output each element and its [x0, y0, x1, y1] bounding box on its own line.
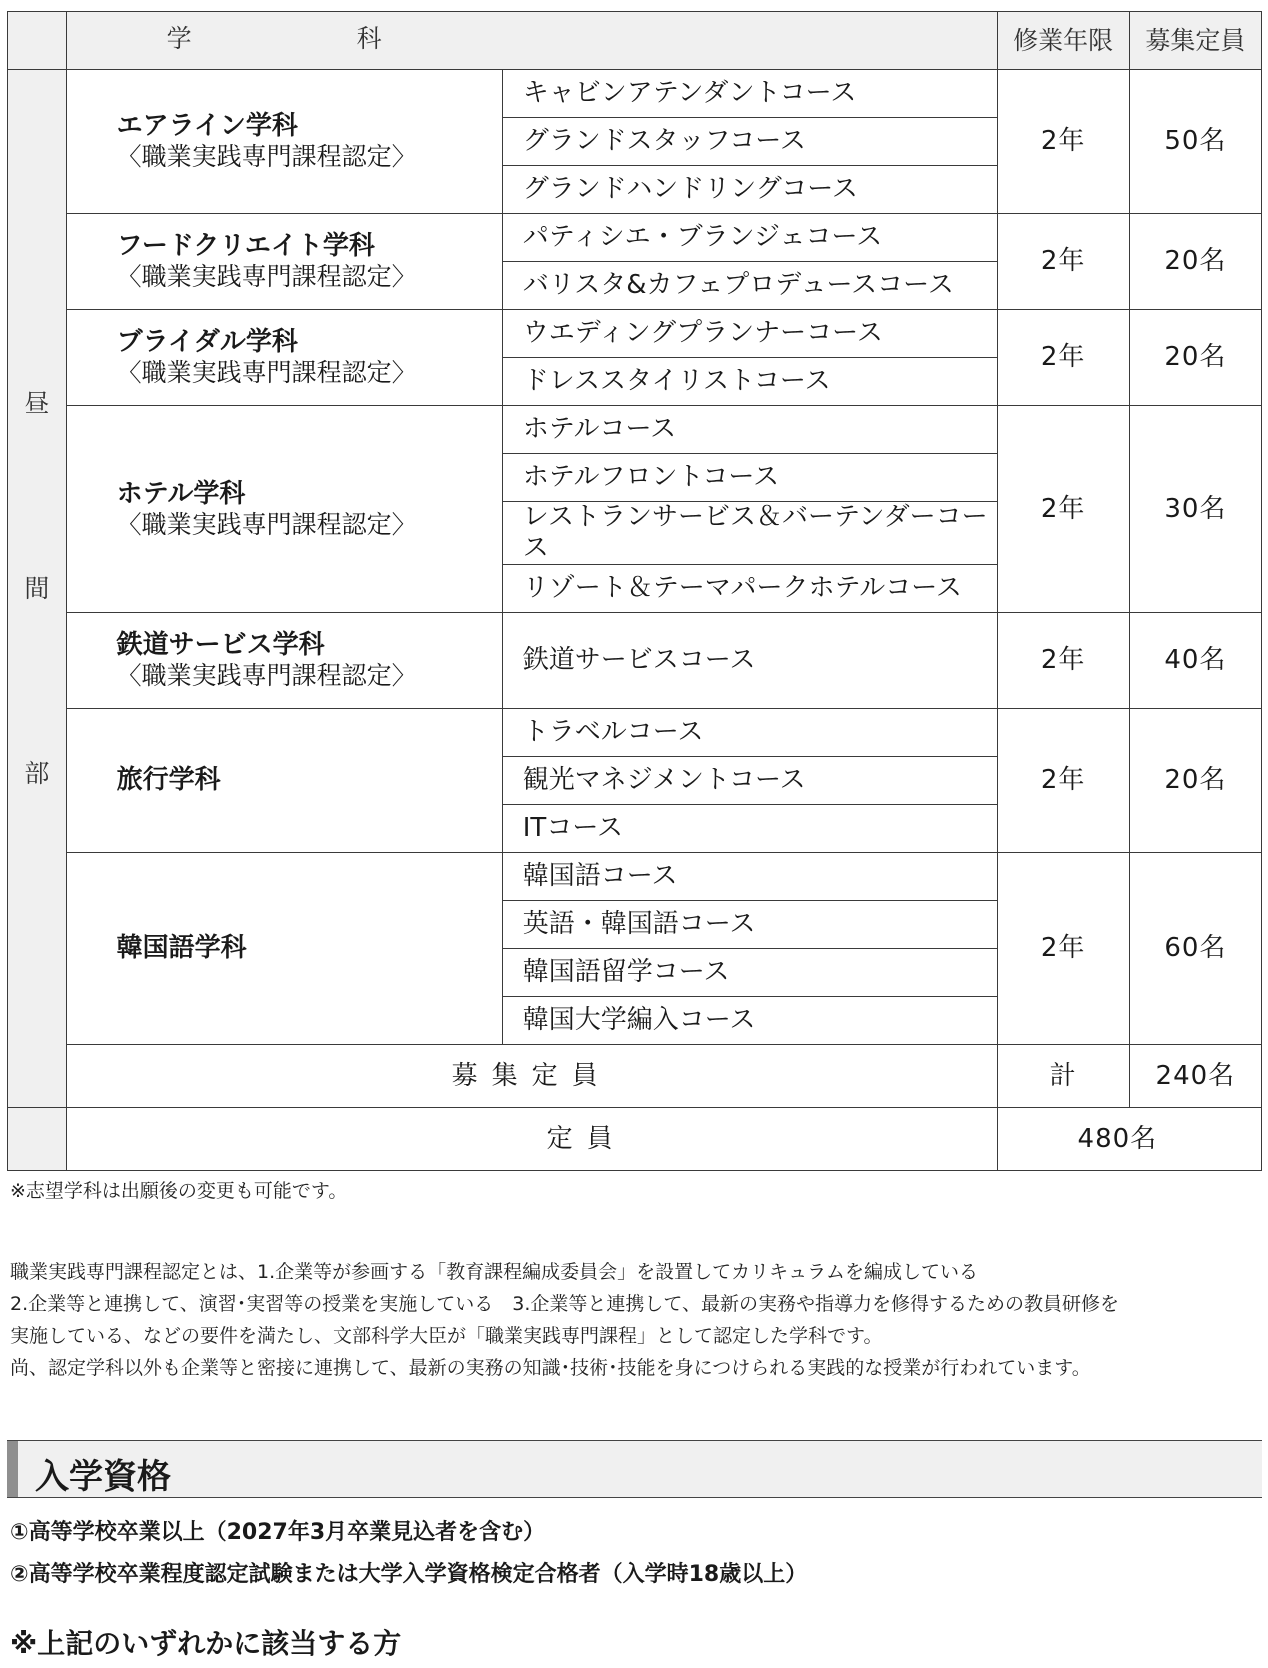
paragraph-line: 2.企業等と連携して、演習･実習等の授業を実施している 3.企業等と連携して、最新の実務や指導力を修得するための教員研修を [10, 1293, 1119, 1315]
course-table [7, 11, 1262, 1171]
teiin-label-cell [66, 1108, 997, 1171]
department-cell [66, 70, 502, 214]
header-corner [8, 12, 67, 70]
teiin-side-cell [8, 1108, 67, 1171]
course-name: ホテルコース [502, 406, 997, 454]
table-row [8, 709, 1262, 757]
teiin-label: 定員 [546, 1123, 627, 1154]
paragraph-line: 尚、認定学科以外も企業等と密接に連携して、最新の実務の知識･技術･技能を身につけられる実践的な授業が行われています。 [10, 1357, 1091, 1379]
department-cell [66, 310, 502, 406]
certification-paragraph [10, 1256, 1260, 1384]
department-certification-note: 〈職業実践専門課程認定〉 [116, 262, 417, 292]
department-years: 2年 [997, 310, 1129, 406]
teiin-row [8, 1108, 1262, 1171]
course-name: グランドハンドリングコース [502, 166, 997, 214]
department-capacity: 20名 [1129, 310, 1261, 406]
teiin-value-cell [997, 1108, 1261, 1171]
requirement-item: ①高等学校卒業以上（2027年3月卒業見込者を含む） [10, 1520, 546, 1545]
header-gakka [66, 12, 997, 70]
department-cell [66, 613, 502, 709]
department-cell [66, 214, 502, 310]
section-header [7, 1440, 1262, 1498]
header-gakka-char-1: 学 [166, 24, 192, 53]
department-name: ブライダル学科 [116, 326, 298, 357]
course-name: リゾート＆テーマパークホテルコース [502, 565, 997, 613]
table-row [8, 70, 1262, 118]
department-years: 2年 [997, 853, 1129, 1045]
header-capacity: 募集定員 [1129, 12, 1261, 70]
department-capacity: 50名 [1129, 70, 1261, 214]
department-years: 2年 [997, 70, 1129, 214]
department-cell [66, 406, 502, 613]
course-name: 鉄道サービスコース [502, 613, 997, 709]
department-cell [66, 853, 502, 1045]
side-label-daytime [8, 70, 67, 1108]
paragraph-line: 職業実践専門課程認定とは、1.企業等が参画する「教育課程編成委員会」を設置してカリキュラムを編成している [10, 1261, 978, 1283]
department-years: 2年 [997, 406, 1129, 613]
requirement-note: ※上記のいずれかに該当する方 [10, 1627, 402, 1660]
department-capacity: 30名 [1129, 406, 1261, 613]
department-cell [66, 709, 502, 853]
course-name: キャビンアテンダントコース [502, 70, 997, 118]
course-name: ウエディングプランナーコース [502, 310, 997, 358]
department-name: 韓国語学科 [116, 933, 247, 964]
department-capacity: 60名 [1129, 853, 1261, 1045]
course-name: グランドスタッフコース [502, 118, 997, 166]
course-name: 韓国大学編入コース [502, 997, 997, 1045]
side-label-char: 昼 [24, 388, 50, 418]
total-kei-label: 計 [997, 1045, 1129, 1108]
course-name: バリスタ&カフェプロデュースコース [502, 262, 997, 310]
department-years: 2年 [997, 613, 1129, 709]
course-name: レストランサービス＆バーテンダーコース [502, 502, 997, 565]
requirement-item: ②高等学校卒業程度認定試験または大学入学資格検定合格者（入学時18歳以上） [10, 1562, 808, 1587]
course-name: トラベルコース [502, 709, 997, 757]
department-name: 鉄道サービス学科 [116, 630, 325, 661]
course-name: ホテルフロントコース [502, 454, 997, 502]
course-name: ドレススタイリストコース [502, 358, 997, 406]
header-years: 修業年限 [997, 12, 1129, 70]
note-change-department: ※志望学科は出願後の変更も可能です。 [10, 1180, 348, 1202]
department-certification-note: 〈職業実践専門課程認定〉 [116, 142, 417, 172]
side-label-chars [8, 389, 66, 789]
department-name: ホテル学科 [116, 478, 246, 509]
department-years: 2年 [997, 214, 1129, 310]
section-title: 入学資格 [35, 1457, 171, 1497]
department-capacity: 20名 [1129, 709, 1261, 853]
table-row [8, 310, 1262, 358]
course-name: 英語・韓国語コース [502, 901, 997, 949]
table-header-row [8, 12, 1262, 70]
course-name: 韓国語留学コース [502, 949, 997, 997]
section-accent-bar [7, 1441, 18, 1497]
department-name: フードクリエイト学科 [116, 230, 375, 261]
department-certification-note: 〈職業実践専門課程認定〉 [116, 358, 417, 388]
department-name: 旅行学科 [116, 765, 221, 796]
total-capacity-row [8, 1045, 1262, 1108]
course-name: ITコース [502, 805, 997, 853]
course-name: パティシエ・ブランジェコース [502, 214, 997, 262]
side-label-char: 部 [24, 758, 50, 788]
table-row [8, 214, 1262, 262]
department-capacity: 20名 [1129, 214, 1261, 310]
department-name: エアライン学科 [116, 110, 298, 141]
total-capacity-label: 募集定員 [66, 1045, 997, 1108]
department-years: 2年 [997, 709, 1129, 853]
total-capacity-value: 240名 [1129, 1045, 1261, 1108]
table-row [8, 406, 1262, 454]
table-row [8, 853, 1262, 901]
department-certification-note: 〈職業実践専門課程認定〉 [116, 661, 417, 691]
teiin-value: 480名 [1077, 1123, 1158, 1154]
paragraph-line: 実施している、などの要件を満たし、文部科学大臣が「職業実践専門課程」として認定した学科です。 [10, 1325, 883, 1347]
side-label-char: 間 [24, 573, 50, 603]
course-name: 韓国語コース [502, 853, 997, 901]
header-gakka-char-2: 科 [356, 24, 382, 53]
table-row [8, 613, 1262, 709]
department-capacity: 40名 [1129, 613, 1261, 709]
course-name: 観光マネジメントコース [502, 757, 997, 805]
department-certification-note: 〈職業実践専門課程認定〉 [116, 509, 417, 539]
